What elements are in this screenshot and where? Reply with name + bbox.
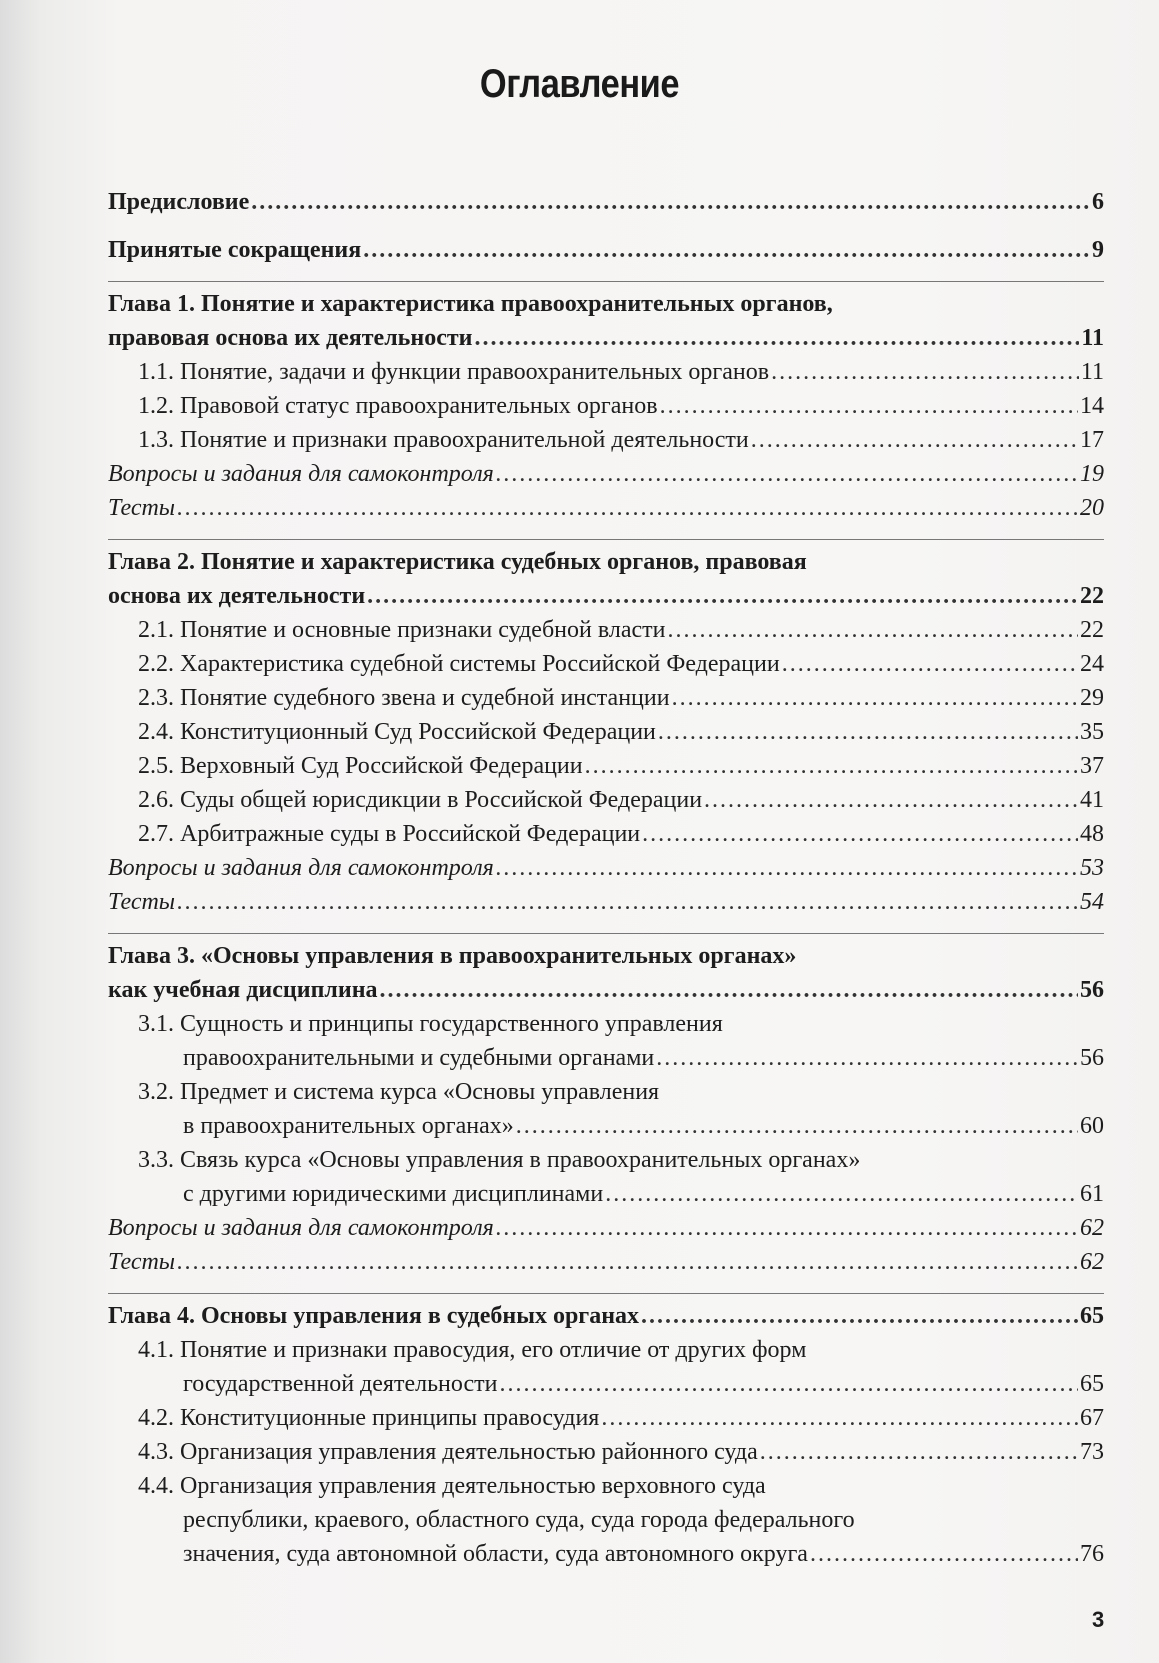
- entry-text: 2.6. Суды общей юрисдикции в Российской Федерации: [138, 787, 703, 813]
- toc-line: [138, 647, 1104, 681]
- entry-page: 60: [1080, 1113, 1104, 1139]
- entry-text: Тесты: [108, 889, 176, 915]
- tests-entry: [108, 1245, 1104, 1279]
- section-entry: [108, 715, 1104, 749]
- entry-page: 37: [1080, 753, 1104, 779]
- toc-line: [108, 1245, 1104, 1279]
- toc-line: [138, 749, 1104, 783]
- entry-page: 41: [1080, 787, 1104, 813]
- entry-text: Тесты: [108, 1249, 176, 1275]
- toc-line: [108, 939, 1104, 973]
- leader-dots: [605, 1177, 1078, 1211]
- page-title: Оглавление: [479, 62, 680, 106]
- entry-page: 62: [1080, 1215, 1104, 1241]
- toc-line: [138, 1367, 1104, 1401]
- toc-line: [138, 1333, 1104, 1367]
- entry-page: 20: [1080, 495, 1104, 521]
- section-entry: [108, 1333, 1104, 1401]
- entry-page: 73: [1080, 1439, 1104, 1465]
- leader-dots: [177, 491, 1078, 525]
- entry-text: республики, краевого, областного суда, суда города федерального: [183, 1507, 855, 1533]
- page-number: 3: [1092, 1607, 1105, 1632]
- questions-entry: [108, 457, 1104, 491]
- toc-line: [138, 817, 1104, 851]
- toc-line: [108, 1211, 1104, 1245]
- entry-text: Принятые сокращения: [108, 237, 362, 263]
- entry-text: 2.5. Верховный Суд Российской Федерации: [138, 753, 583, 779]
- entry-text: 3.1. Сущность и принципы государственного управления: [138, 1011, 723, 1037]
- leader-dots: [516, 1109, 1078, 1143]
- tests-entry: [108, 885, 1104, 919]
- leader-dots: [499, 1367, 1078, 1401]
- leader-dots: [496, 457, 1078, 491]
- toc-line: [138, 783, 1104, 817]
- leader-dots: [667, 613, 1078, 647]
- toc-line: [108, 1299, 1104, 1333]
- leader-dots: [771, 355, 1079, 389]
- toc-line: [138, 1109, 1104, 1143]
- leader-dots: [363, 233, 1090, 267]
- spacer: [108, 267, 1104, 281]
- toc-line: [138, 1469, 1104, 1503]
- entry-text: 4.2. Конституционные принципы правосудия: [138, 1405, 600, 1431]
- entry-page: 61: [1080, 1181, 1104, 1207]
- questions-entry: [108, 1211, 1104, 1245]
- entry-text: 4.4. Организация управления деятельностью верховного суда: [138, 1473, 766, 1499]
- leader-dots: [656, 1041, 1078, 1075]
- section-entry: [108, 389, 1104, 423]
- entry-text: 2.7. Арбитражные суды в Российской Федерации: [138, 821, 641, 847]
- entry-text: 4.1. Понятие и признаки правосудия, его отличие от других форм: [138, 1337, 807, 1363]
- spacer: [108, 1279, 1104, 1293]
- tests-entry: [108, 491, 1104, 525]
- entry-page: 11: [1081, 325, 1104, 351]
- toc-line: [138, 681, 1104, 715]
- section-entry: [108, 355, 1104, 389]
- chapter-heading: [108, 287, 1104, 355]
- leader-dots: [177, 1245, 1078, 1279]
- entry-page: 29: [1080, 685, 1104, 711]
- chapter-heading: [108, 545, 1104, 613]
- toc-line: [138, 1143, 1104, 1177]
- toc-line: [138, 1503, 1104, 1537]
- entry-text: государственной деятельности: [183, 1371, 498, 1397]
- entry-text: 2.2. Характеристика судебной системы Российской Федерации: [138, 651, 780, 677]
- leader-dots: [474, 321, 1079, 355]
- toc-line: [138, 355, 1104, 389]
- leader-dots: [760, 1435, 1078, 1469]
- section-entry: [108, 1469, 1104, 1571]
- entry-text: 2.3. Понятие судебного звена и судебной инстанции: [138, 685, 670, 711]
- entry-page: 17: [1080, 427, 1104, 453]
- entry-page: 67: [1080, 1405, 1104, 1431]
- entry-text: Глава 4. Основы управления в судебных органах: [108, 1303, 640, 1329]
- entry-text: 1.3. Понятие и признаки правоохранительной деятельности: [138, 427, 749, 453]
- toc-line: [138, 1401, 1104, 1435]
- toc-line: [108, 233, 1104, 267]
- leader-dots: [751, 423, 1078, 457]
- leader-dots: [810, 1537, 1078, 1571]
- toc-line: [108, 287, 1104, 321]
- entry-page: 56: [1080, 1045, 1104, 1071]
- entry-text: Вопросы и задания для самоконтроля: [108, 1215, 494, 1241]
- toc-line: [138, 1007, 1104, 1041]
- entry-text: Глава 2. Понятие и характеристика судебных органов, правовая: [108, 549, 807, 575]
- toc-line: [138, 1075, 1104, 1109]
- entry-page: 76: [1080, 1541, 1104, 1567]
- entry-page: 6: [1092, 189, 1104, 215]
- leader-dots: [672, 681, 1078, 715]
- leader-dots: [658, 715, 1078, 749]
- entry-text: в правоохранительных органах»: [183, 1113, 514, 1139]
- table-of-contents: [108, 180, 1104, 1571]
- entry-text: с другими юридическими дисциплинами: [183, 1181, 604, 1207]
- leader-dots: [251, 185, 1090, 219]
- entry-page: 11: [1080, 359, 1104, 385]
- spacer: [108, 919, 1104, 933]
- entry-page: 56: [1080, 977, 1104, 1003]
- section-entry: [108, 783, 1104, 817]
- chapter-heading: [108, 939, 1104, 1007]
- section-entry: [108, 1007, 1104, 1075]
- entry-text: правоохранительными и судебными органами: [183, 1045, 655, 1071]
- entry-page: 24: [1080, 651, 1104, 677]
- leader-dots: [367, 579, 1078, 613]
- leader-dots: [585, 749, 1078, 783]
- section-entry: [108, 613, 1104, 647]
- section-entry: [108, 1435, 1104, 1469]
- leader-dots: [641, 1299, 1078, 1333]
- chapter-heading: [108, 1299, 1104, 1333]
- entry-page: 22: [1080, 583, 1104, 609]
- toc-line: [138, 715, 1104, 749]
- questions-entry: [108, 851, 1104, 885]
- section-entry: [108, 749, 1104, 783]
- entry-text: значения, суда автономной области, суда автономного округа: [183, 1541, 808, 1567]
- entry-text: основа их деятельности: [108, 583, 366, 609]
- toc-line: [108, 885, 1104, 919]
- leader-dots: [601, 1401, 1078, 1435]
- entry-text: 1.2. Правовой статус правоохранительных органов: [138, 393, 658, 419]
- toc-line: [138, 1041, 1104, 1075]
- leader-dots: [660, 389, 1078, 423]
- section-entry: [108, 817, 1104, 851]
- entry-text: Глава 3. «Основы управления в правоохранительных органах»: [108, 943, 797, 969]
- section-entry: [108, 1143, 1104, 1211]
- entry-text: 3.3. Связь курса «Основы управления в правоохранительных органах»: [138, 1147, 861, 1173]
- front-entry: [108, 185, 1104, 219]
- entry-page: 22: [1080, 617, 1104, 643]
- toc-line: [138, 423, 1104, 457]
- leader-dots: [642, 817, 1078, 851]
- section-entry: [108, 647, 1104, 681]
- leader-dots: [496, 851, 1078, 885]
- spacer: [108, 525, 1104, 539]
- toc-line: [138, 1435, 1104, 1469]
- spacer: [108, 219, 1104, 233]
- leader-dots: [704, 783, 1078, 817]
- entry-page: 65: [1080, 1371, 1104, 1397]
- toc-line: [108, 973, 1104, 1007]
- toc-line: [138, 613, 1104, 647]
- entry-page: 65: [1080, 1303, 1104, 1329]
- toc-line: [108, 579, 1104, 613]
- section-entry: [108, 1401, 1104, 1435]
- entry-page: 35: [1080, 719, 1104, 745]
- entry-text: 1.1. Понятие, задачи и функции правоохранительных органов: [138, 359, 770, 385]
- entry-text: как учебная дисциплина: [108, 977, 378, 1003]
- toc-line: [108, 185, 1104, 219]
- entry-text: 2.4. Конституционный Суд Российской Федерации: [138, 719, 656, 745]
- entry-page: 53: [1080, 855, 1104, 881]
- entry-text: Глава 1. Понятие и характеристика правоохранительных органов,: [108, 291, 833, 317]
- section-entry: [108, 423, 1104, 457]
- entry-text: Вопросы и задания для самоконтроля: [108, 461, 494, 487]
- entry-page: 14: [1080, 393, 1104, 419]
- entry-text: Тесты: [108, 495, 176, 521]
- entry-text: 4.3. Организация управления деятельностью районного суда: [138, 1439, 758, 1465]
- entry-text: Предисловие: [108, 189, 250, 215]
- entry-text: Вопросы и задания для самоконтроля: [108, 855, 494, 881]
- leader-dots: [177, 885, 1078, 919]
- toc-line: [108, 321, 1104, 355]
- toc-line: [108, 457, 1104, 491]
- entry-text: 3.2. Предмет и система курса «Основы управления: [138, 1079, 660, 1105]
- entry-page: 62: [1080, 1249, 1104, 1275]
- toc-line: [108, 851, 1104, 885]
- toc-line: [138, 1177, 1104, 1211]
- leader-dots: [380, 973, 1078, 1007]
- toc-line: [138, 1537, 1104, 1571]
- leader-dots: [782, 647, 1078, 681]
- entry-page: 9: [1092, 237, 1104, 263]
- toc-line: [138, 389, 1104, 423]
- section-entry: [108, 681, 1104, 715]
- entry-page: 54: [1080, 889, 1104, 915]
- toc-line: [108, 491, 1104, 525]
- entry-page: 48: [1080, 821, 1104, 847]
- entry-page: 19: [1080, 461, 1104, 487]
- entry-text: 2.1. Понятие и основные признаки судебной власти: [138, 617, 666, 643]
- entry-text: правовая основа их деятельности: [108, 325, 473, 351]
- toc-line: [108, 545, 1104, 579]
- section-entry: [108, 1075, 1104, 1143]
- leader-dots: [496, 1211, 1078, 1245]
- front-entry: [108, 233, 1104, 267]
